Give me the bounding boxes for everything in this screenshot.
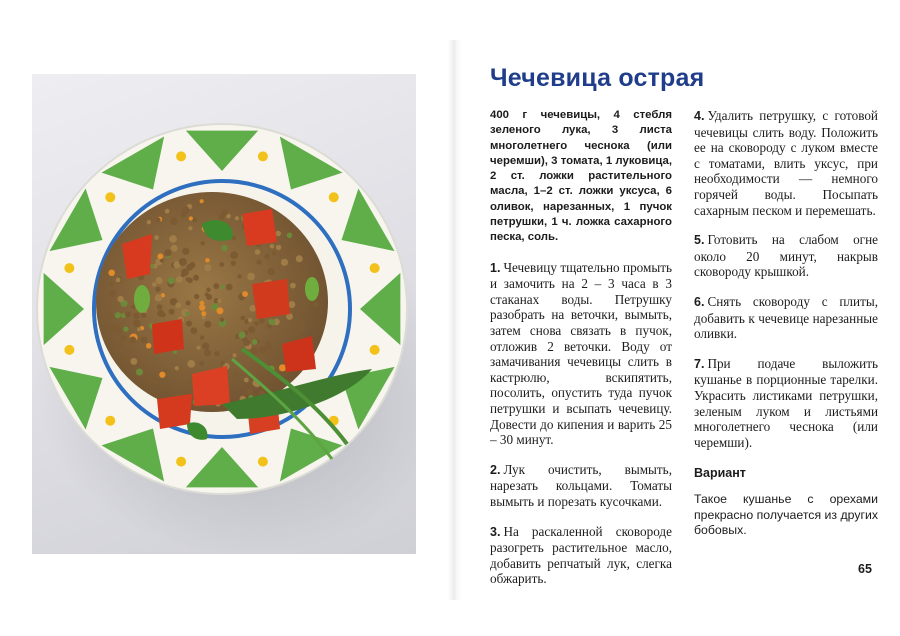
lentil	[216, 307, 223, 314]
lentil	[239, 331, 246, 338]
recipe-step	[490, 260, 672, 448]
step-text: При подаче выложить кушанье в порционные тарелки. Украсить листиками петрушки, зеленым луком и листьями многолетнего чеснока (или черемши).	[694, 355, 878, 450]
plate-yellow-dot	[370, 345, 380, 355]
lentil	[150, 264, 154, 268]
lentil	[202, 342, 209, 349]
lentil	[248, 326, 255, 333]
lentil	[157, 304, 163, 310]
lentil	[206, 288, 211, 293]
lentil	[247, 273, 255, 281]
lentil	[237, 274, 241, 278]
recipe-step	[694, 108, 878, 218]
lentil	[147, 220, 151, 224]
lentil	[156, 218, 161, 223]
lentil	[120, 335, 126, 341]
lentil	[252, 339, 258, 345]
lentil	[265, 341, 272, 348]
step-text: Чечевицу тщательно промыть и замочить на 2 – 3 часа в 3 стаканах воды. Петрушку разобрать на веточки, вымыть, затем снова связать в пучок, отложив 2 веточки. Воду от замачивания чечевицы слить в кастрюлю, вскипятить, посолить, опустить туда пучок петрушки и всыпать чечевицу. Довести до кипения и варить 25 – 30 минут.	[490, 259, 672, 448]
lentil	[109, 282, 113, 286]
lentil	[173, 387, 179, 393]
lentil	[204, 321, 211, 328]
lentil	[189, 216, 193, 220]
lentil	[133, 319, 141, 327]
lentil	[205, 258, 210, 263]
lentil	[242, 291, 248, 297]
step-number: 4.	[694, 109, 705, 123]
step-number: 3.	[490, 524, 501, 539]
lentil	[143, 338, 148, 343]
lentil	[119, 343, 124, 348]
variant-heading: Вариант	[694, 466, 746, 481]
recipe-step	[694, 294, 878, 342]
lentil	[276, 245, 281, 250]
step-number: 7.	[694, 356, 705, 371]
lentil	[185, 311, 189, 315]
lentil	[201, 241, 205, 245]
lentil	[213, 283, 219, 289]
lentil	[159, 372, 165, 378]
lentil	[240, 316, 245, 321]
lentil	[137, 327, 141, 331]
lentil	[235, 216, 239, 220]
lentil	[181, 273, 185, 277]
lentil	[313, 301, 319, 307]
lentil	[197, 346, 201, 350]
lentil	[129, 336, 136, 343]
ingredients-list: 400 г чечевицы, 4 стебля зеленого лука, 3 листа многолетнего чеснока (или черемши), 3 томата, 1 луковица, 2 ст. ложки растительного масла, 1–2 ст. ложки уксуса, 6 оливок, нарезанных, 1 пучок петрушки, 1 ч. ложка сахарного песка, соль.	[490, 109, 672, 244]
lentil	[226, 284, 233, 291]
step-text: Лук очистить, вымыть, нарезать кольцами. Томаты вымыть и порезать кусочками.	[490, 461, 672, 509]
book-gutter	[448, 40, 462, 600]
lentil	[165, 209, 170, 214]
lentil	[270, 244, 275, 249]
lentil	[214, 351, 219, 356]
lentil	[109, 290, 117, 298]
lentil	[182, 248, 189, 255]
lentil	[192, 217, 197, 222]
lentil	[286, 251, 291, 256]
lentil	[169, 235, 177, 243]
lentil	[155, 294, 163, 302]
plate-yellow-dot	[105, 416, 115, 426]
plate-yellow-dot	[176, 457, 186, 467]
lentil	[206, 294, 212, 300]
lentil	[264, 253, 269, 258]
lentil	[170, 217, 178, 225]
lentil	[247, 388, 253, 394]
plate-yellow-dot	[64, 263, 74, 273]
lentil	[194, 294, 199, 299]
lentil	[248, 318, 252, 322]
lentil	[125, 311, 131, 317]
lentil	[146, 343, 151, 348]
lentil	[200, 199, 204, 203]
recipe-step	[694, 356, 878, 451]
lentil	[175, 302, 181, 308]
lentil	[130, 358, 137, 365]
lentil	[175, 366, 179, 370]
lentil	[108, 270, 115, 277]
lentil	[259, 346, 267, 354]
step-text: На раскаленной сковороде разогреть растительное масло, добавить репчатый лук, слегка обжарить.	[490, 523, 672, 587]
lentil	[200, 301, 205, 306]
step-text: Удалить петрушку, с готовой чечевицы слить воду. Положить ее на сковороду с луком вместе с томатами, влить уксус, при необходимости — немного горячей воды. Посыпать сахарным песком и перемешать.	[694, 108, 878, 218]
lentil	[105, 313, 113, 321]
lentil	[254, 321, 259, 326]
lentil	[220, 361, 225, 366]
lentil	[221, 285, 225, 289]
lentil	[190, 327, 197, 334]
lentil	[268, 319, 273, 324]
lentil	[296, 255, 303, 262]
recipe-step	[490, 462, 672, 510]
plate-yellow-dot	[176, 151, 186, 161]
plate-yellow-dot	[258, 457, 268, 467]
lentil	[141, 313, 147, 319]
lentil	[297, 272, 301, 276]
lentil	[186, 277, 190, 281]
lentil	[201, 311, 206, 316]
lentil	[161, 312, 166, 317]
lentil	[268, 268, 275, 275]
lentil	[115, 312, 121, 318]
recipe-title: Чечевица острая	[490, 64, 705, 92]
lentil-dish-illustration	[32, 74, 416, 554]
plate-yellow-dot	[105, 192, 115, 202]
lentil	[217, 299, 221, 303]
lentil	[298, 323, 306, 331]
lentil	[152, 282, 157, 287]
lentil	[171, 245, 178, 252]
lentil	[117, 296, 123, 302]
lentil	[168, 277, 175, 284]
lentil	[123, 326, 128, 331]
lentil	[233, 372, 238, 377]
lentil	[230, 251, 238, 259]
recipe-step	[490, 524, 672, 587]
lentil	[219, 214, 225, 220]
lentil	[287, 233, 293, 239]
lentil	[219, 262, 224, 267]
lentil	[204, 264, 211, 271]
recipe-column-right	[694, 108, 878, 539]
lentil	[281, 259, 288, 266]
lentil	[164, 249, 171, 256]
lentil	[200, 335, 204, 339]
lentil	[188, 226, 192, 230]
lentil	[276, 231, 282, 237]
lentil	[157, 253, 163, 259]
lentil	[155, 287, 160, 292]
lentil	[136, 369, 143, 376]
plate-yellow-dot	[64, 345, 74, 355]
lentil	[199, 361, 204, 366]
lentil	[272, 251, 276, 255]
step-number: 1.	[490, 260, 501, 275]
plate-yellow-dot	[329, 192, 339, 202]
lentil	[116, 329, 122, 335]
lentil	[204, 349, 211, 356]
lentil	[232, 353, 236, 357]
variant-text: Такое кушанье с орехами прекрасно получается из других бобовых.	[694, 492, 878, 538]
lentil	[251, 347, 258, 354]
lentil	[290, 283, 296, 289]
lentil	[116, 277, 121, 282]
page-number: 65	[858, 562, 872, 576]
lentil	[220, 318, 224, 322]
lentil	[176, 276, 183, 283]
lentil	[151, 378, 158, 385]
recipe-step	[694, 232, 878, 280]
lentil	[154, 235, 159, 240]
lentil	[186, 300, 191, 305]
plate-yellow-dot	[370, 263, 380, 273]
lentil	[169, 309, 175, 315]
step-number: 6.	[694, 294, 705, 309]
step-number: 5.	[694, 233, 705, 248]
step-text: Снять сковороду с плиты, добавить к чечевице нарезанные оливки.	[694, 293, 878, 342]
step-number: 2.	[490, 462, 501, 477]
lentil	[186, 321, 192, 327]
lentil	[156, 277, 163, 284]
lentil	[255, 367, 259, 371]
lentil	[187, 360, 195, 368]
lentil	[244, 377, 249, 382]
plate-yellow-dot	[258, 151, 268, 161]
lentil	[243, 339, 250, 346]
lentil	[180, 212, 186, 218]
lentil	[193, 275, 199, 281]
recipe-column-left	[490, 108, 672, 601]
lentil	[231, 260, 236, 265]
lentil	[257, 260, 262, 265]
lentil	[179, 258, 187, 266]
lentil	[133, 312, 140, 319]
step-text: Готовить на слабом огне около 20 минут, накрыв сковороду крышкой.	[694, 232, 878, 280]
lentil	[111, 324, 118, 331]
dish-photo	[32, 74, 416, 554]
lentil	[221, 245, 228, 252]
lentil	[255, 249, 261, 255]
